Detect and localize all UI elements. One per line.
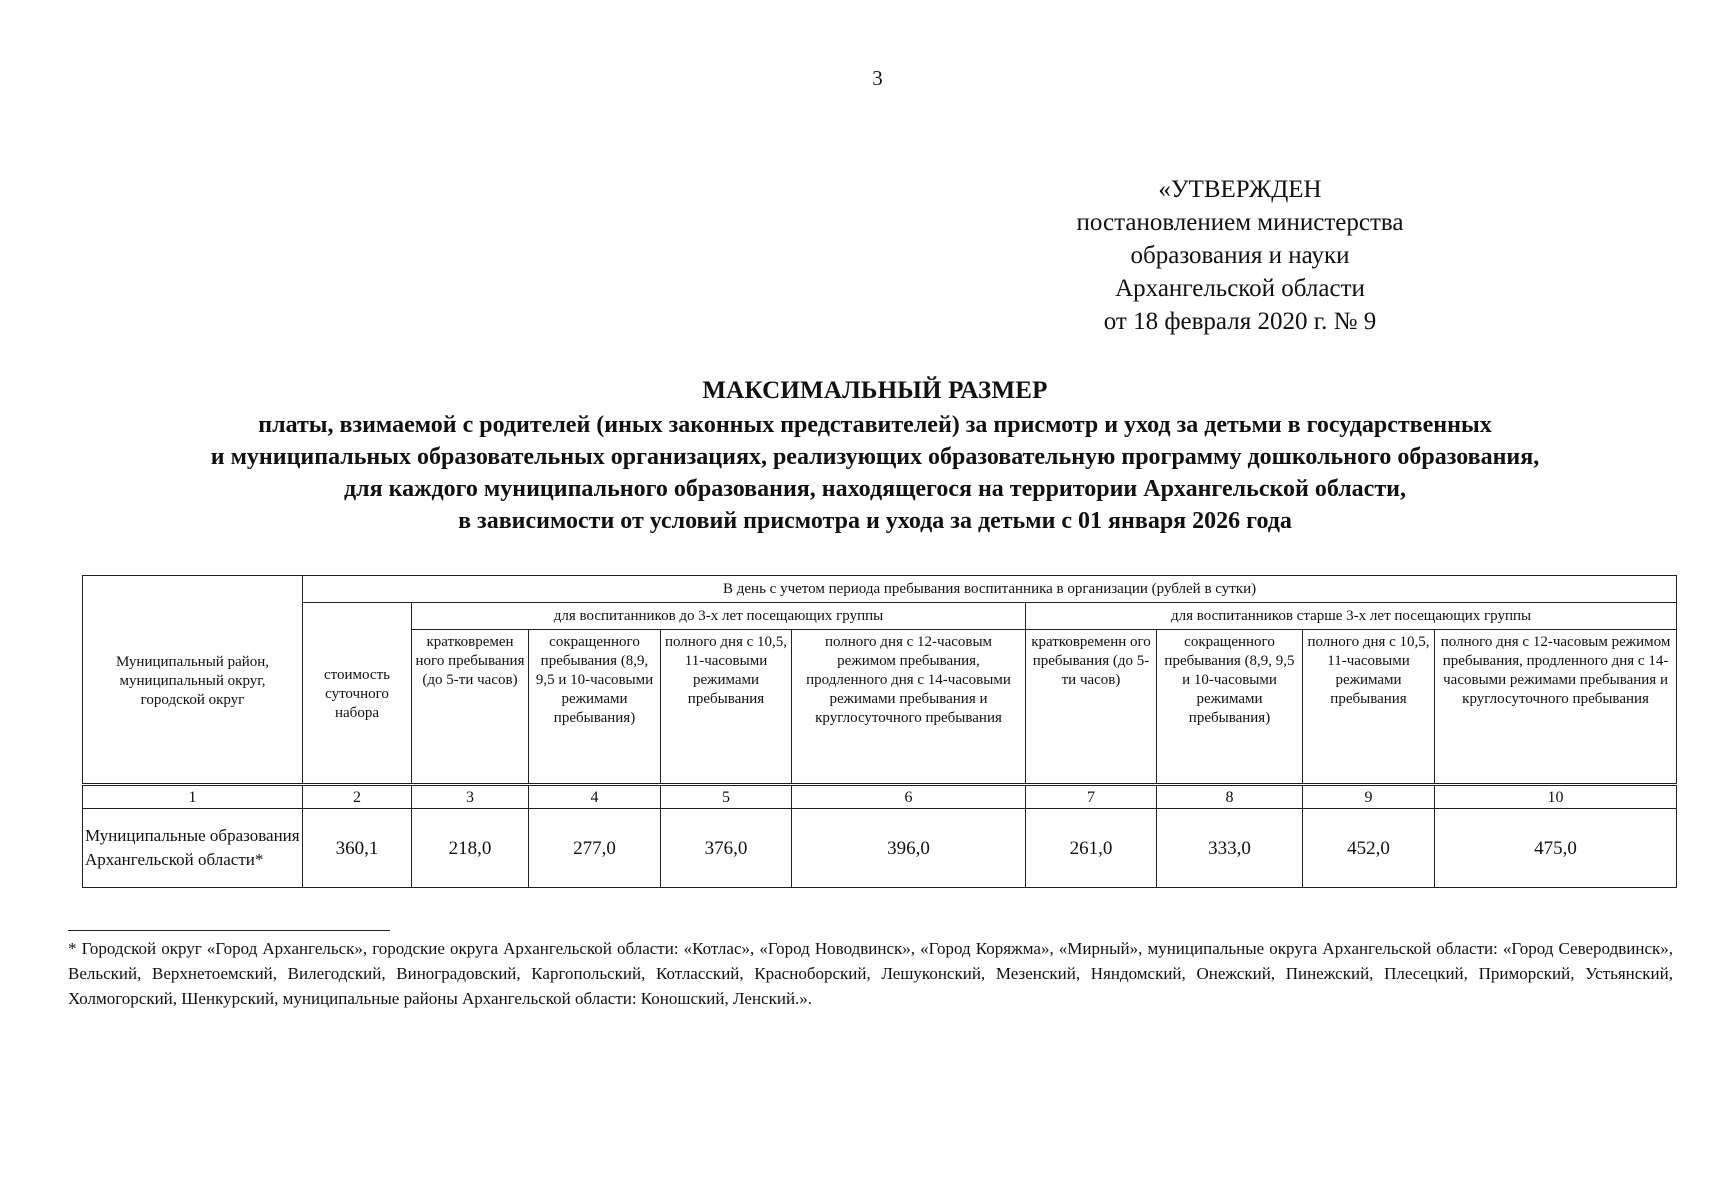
fee-value-cell: 475,0: [1435, 809, 1677, 888]
approval-stamp: [1035, 173, 1445, 338]
cost-header-cell: стоимость суточного набора: [303, 603, 412, 785]
fee-value-cell: 277,0: [529, 809, 661, 888]
fee-value-cell: 261,0: [1026, 809, 1157, 888]
row-header-cell: Муниципальный район, муниципальный округ, городской округ: [83, 576, 303, 785]
fee-value-cell: 218,0: [412, 809, 529, 888]
title-line-4: в зависимости от условий присмотра и ухода за детьми с 01 января 2026 года: [458, 508, 1292, 534]
approval-line-4: Архангельской области: [1115, 275, 1365, 302]
table-row: [83, 809, 1677, 888]
sub-header-cell: полного дня с 10,5, 11-часовыми режимами пребывания: [661, 630, 792, 785]
table-header-row-top: [83, 576, 1677, 603]
column-number: 3: [412, 785, 529, 809]
fee-value-cell: 376,0: [661, 809, 792, 888]
column-number: 8: [1157, 785, 1303, 809]
document-title: [50, 373, 1700, 537]
column-number: 1: [83, 785, 303, 809]
title-line-2: и муниципальных образовательных организациях, реализующих образовательную программу дошкольного образования,: [210, 444, 1540, 470]
approval-line-1: «УТВЕРЖДЕН: [1158, 176, 1322, 203]
title-line-3: для каждого муниципального образования, находящегося на территории Архангельской области,: [344, 476, 1406, 502]
fee-value-cell: 333,0: [1157, 809, 1303, 888]
column-number: 4: [529, 785, 661, 809]
sub-header-cell: кратковременн ого пребывания (до 5-ти часов): [1026, 630, 1157, 785]
sub-header-cell: полного дня с 12-часовым режимом пребывания, продленного дня с 14-часовыми режимами пребывания и круглосуточного пребывания: [792, 630, 1026, 785]
sub-header-cell: сокращенного пребывания (8,9, 9,5 и 10-часовыми режимами пребывания): [529, 630, 661, 785]
approval-line-3: образования и науки: [1130, 242, 1350, 269]
approval-line-2: постановлением министерства: [1076, 209, 1404, 236]
table-header-row-groups: [83, 603, 1677, 630]
fee-value-cell: 360,1: [303, 809, 412, 888]
title-main: МАКСИМАЛЬНЫЙ РАЗМЕР: [702, 377, 1048, 404]
sub-header-cell: сокращенного пребывания (8,9, 9,5 и 10-часовыми режимами пребывания): [1157, 630, 1303, 785]
approval-line-5: от 18 февраля 2020 г. № 9: [1103, 308, 1377, 335]
sub-header-cell: полного дня с 12-часовым режимом пребывания, продленного дня с 14-часовыми режимами пребывания и круглосуточного пребывания: [1435, 630, 1677, 785]
column-number: 7: [1026, 785, 1157, 809]
column-number: 10: [1435, 785, 1677, 809]
column-number: 9: [1303, 785, 1435, 809]
page-number: 3: [872, 66, 883, 90]
group-under3-header: для воспитанников до 3-х лет посещающих группы: [412, 603, 1026, 630]
column-number: 2: [303, 785, 412, 809]
district-name-cell: Муниципальные образования Архангельской области*: [83, 809, 303, 888]
fee-table: [82, 575, 1677, 888]
column-number: 6: [792, 785, 1026, 809]
top-header-cell: В день с учетом периода пребывания воспитанника в организации (рублей в сутки): [303, 576, 1677, 603]
column-number-row: [83, 785, 1677, 809]
footnote-divider: [68, 930, 390, 931]
sub-header-cell: кратковремен ного пребывания (до 5-ти часов): [412, 630, 529, 785]
title-line-1: платы, взимаемой с родителей (иных законных представителей) за присмотр и уход за детьми в государственных: [258, 412, 1492, 438]
column-number: 5: [661, 785, 792, 809]
footnote: * Городской округ «Город Архангельск», городские округа Архангельской области: «Котлас», «Город Новодвинск», «Город Коряжма», «Мирный», муниципальные округа Архангельской области: «Город Северодвинск», Вельский, Верхнетоемский, Вилегодский, Виноградовский, Каргопольский, Котласский, Красноборский, Лешуконский, Мезенский, Няндомский, Онежский, Пинежский, Плесецкий, Приморский, Устьянский, Холмогорский, Шенкурский, муниципальные районы Архангельской области: Коношский, Ленский.».: [68, 939, 1673, 1008]
group-over3-header: для воспитанников старше 3-х лет посещающих группы: [1026, 603, 1677, 630]
sub-header-cell: полного дня с 10,5, 11-часовыми режимами пребывания: [1303, 630, 1435, 785]
fee-value-cell: 396,0: [792, 809, 1026, 888]
fee-value-cell: 452,0: [1303, 809, 1435, 888]
